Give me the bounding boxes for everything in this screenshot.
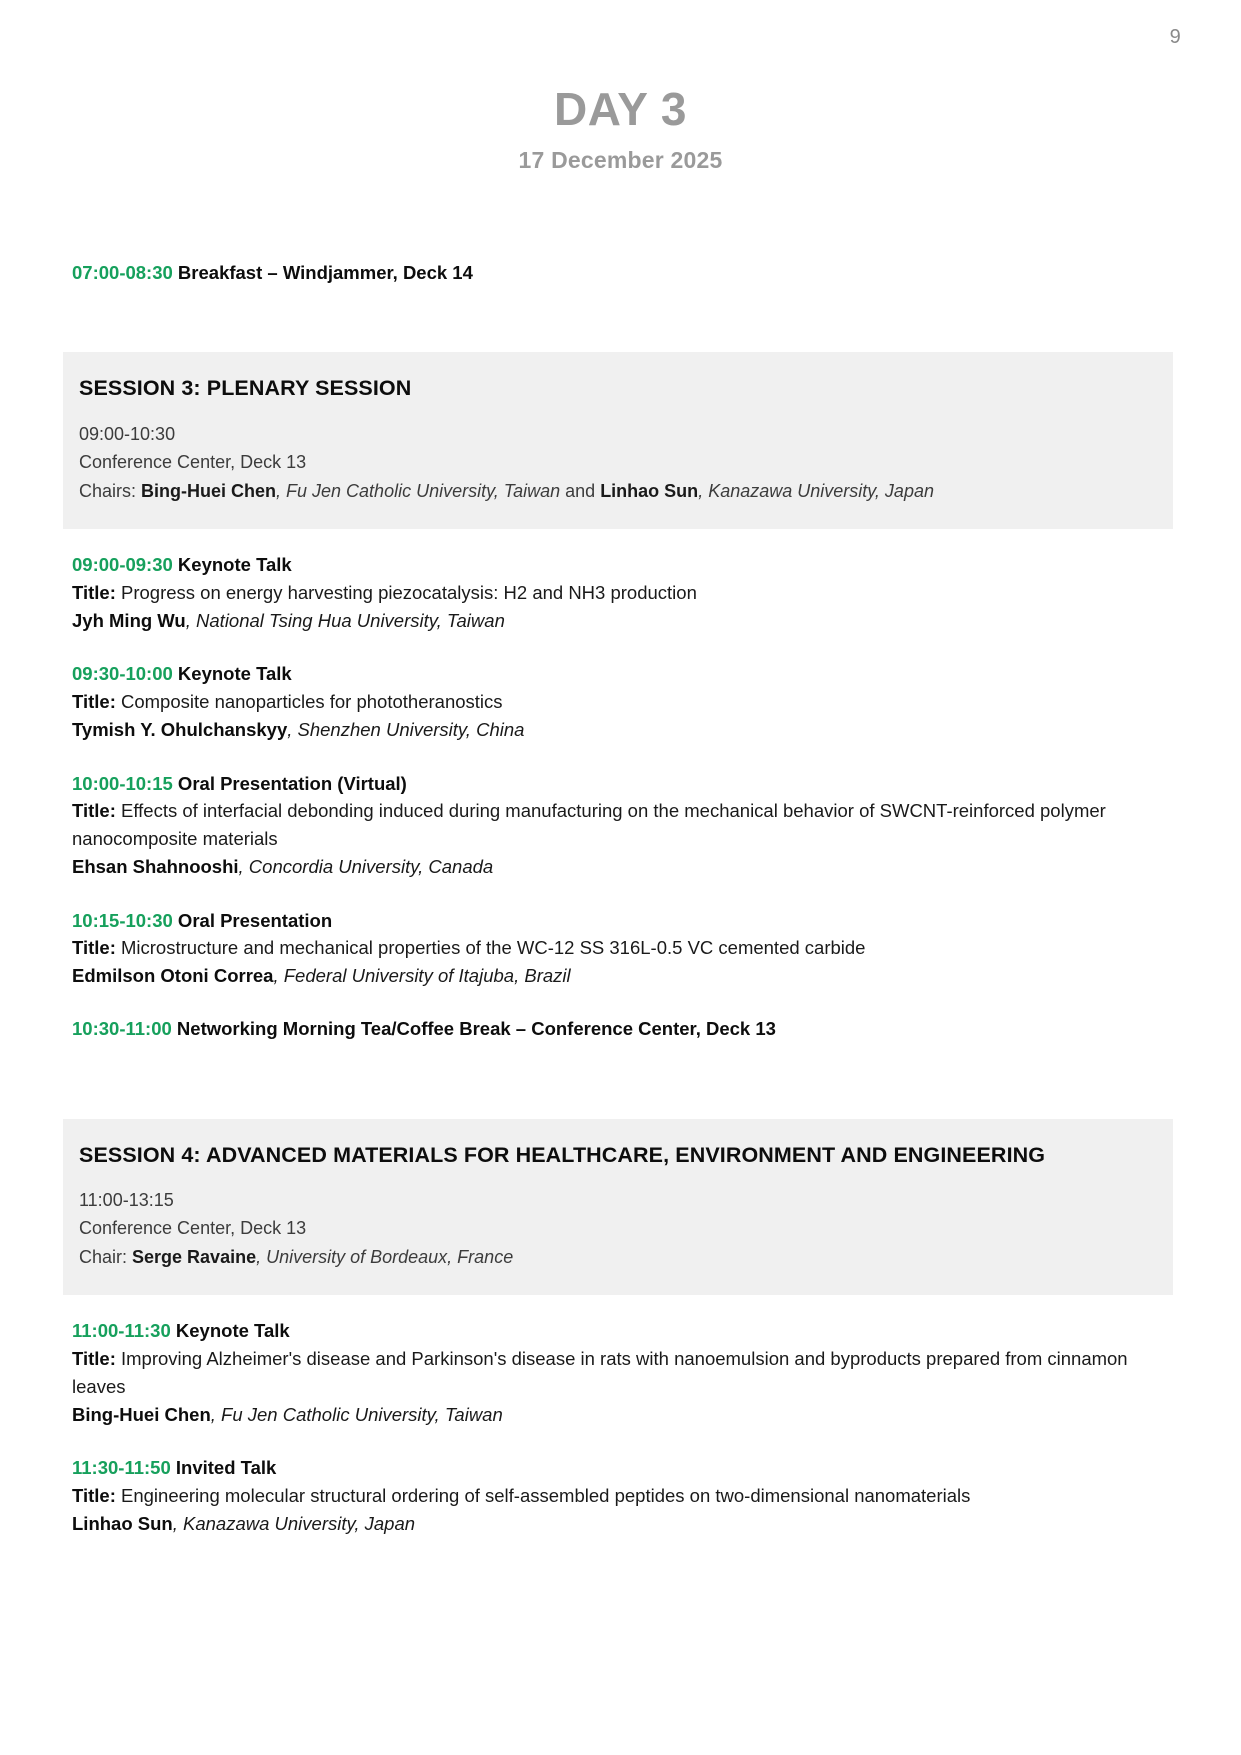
session-header-block-4 — [63, 1119, 1173, 1296]
talk-type: Oral Presentation (Virtual) — [172, 772, 407, 794]
talk-type: Keynote Talk — [172, 554, 292, 576]
talk-speaker — [72, 716, 1178, 744]
talk-time: 09:00-09:30 — [72, 554, 173, 576]
morning-break-label: Networking Morning Tea/Coffee Break – Conference Center, Deck 13 — [171, 1017, 776, 1039]
chair-affiliation-3-1: , Fu Jen Catholic University, Taiwan — [276, 480, 561, 501]
talk-title — [72, 579, 1178, 607]
chair-affiliation-3-2: , Kanazawa University, Japan — [698, 480, 934, 501]
talk-head — [72, 660, 1178, 688]
speaker-affiliation: , Fu Jen Catholic University, Taiwan — [210, 1403, 503, 1425]
day-title: DAY 3 — [554, 83, 687, 135]
speaker-affiliation: , Kanazawa University, Japan — [172, 1512, 416, 1534]
speaker-name: Ehsan Shahnooshi — [72, 855, 239, 877]
breakfast-entry — [72, 260, 1178, 287]
talk-title — [72, 1482, 1178, 1510]
session-time-3: 09:00-10:30 — [79, 423, 176, 444]
page-number: 9 — [1169, 26, 1181, 48]
breakfast-label: Breakfast – Windjammer, Deck 14 — [172, 261, 473, 283]
talk-type: Keynote Talk — [172, 663, 292, 685]
talk-head — [72, 551, 1178, 579]
talk-time: 10:15-10:30 — [72, 909, 173, 931]
talk-title-text: Composite nanoparticles for phototheranostics — [115, 691, 503, 713]
session-title-3: SESSION 3: PLENARY SESSION — [79, 376, 412, 401]
session-meta-3 — [79, 420, 1157, 505]
speaker-affiliation: , Concordia University, Canada — [238, 855, 494, 877]
talk-title — [72, 797, 1178, 853]
talk-speaker — [72, 962, 1178, 990]
talk-title — [72, 688, 1178, 716]
talk-title-label: Title: — [72, 691, 116, 713]
talk-title-label: Title: — [72, 800, 116, 822]
talk-type: Invited Talk — [170, 1457, 277, 1479]
session-chairs-4 — [79, 1243, 1157, 1271]
talk-title-label: Title: — [72, 1348, 116, 1370]
talk-title-text: Effects of interfacial debonding induced during manufacturing on the mechanical behavior of SWCNT-reinforced polymer nanocomposite materials — [72, 800, 1106, 850]
speaker-name: Tymish Y. Ohulchanskyy — [72, 718, 288, 740]
talk-head — [72, 1317, 1178, 1345]
talk-time: 11:30-11:50 — [72, 1457, 171, 1479]
talk-speaker — [72, 1510, 1178, 1538]
chair-name-4-1: Serge Ravaine — [132, 1246, 257, 1267]
speaker-affiliation: , National Tsing Hua University, Taiwan — [185, 609, 505, 631]
day-date: 17 December 2025 — [518, 146, 723, 173]
talk-entry — [72, 551, 1178, 634]
chairs-label-3: Chairs: — [79, 480, 142, 501]
talk-title-text: Improving Alzheimer's disease and Parkinson's disease in rats with nanoemulsion and byproducts prepared from cinnamon leaves — [72, 1348, 1128, 1397]
session-header-block-3 — [63, 352, 1173, 529]
chair-conjunction-3: and — [560, 480, 601, 501]
talk-title-label: Title: — [72, 1485, 116, 1507]
session-meta-4 — [79, 1186, 1157, 1271]
speaker-name: Bing-Huei Chen — [72, 1403, 211, 1425]
talk-entry — [72, 660, 1178, 743]
talk-title-label: Title: — [72, 937, 116, 959]
morning-break-entry — [72, 1016, 1178, 1043]
talk-type: Keynote Talk — [170, 1320, 290, 1342]
talk-title-text: Engineering molecular structural ordering of self-assembled peptides on two-dimensional nanomaterials — [115, 1485, 971, 1507]
morning-break-time: 10:30-11:00 — [72, 1017, 172, 1039]
talk-title-text: Progress on energy harvesting piezocatalysis: H2 and NH3 production — [115, 581, 697, 603]
talk-speaker — [72, 1401, 1178, 1429]
talk-time: 11:00-11:30 — [72, 1320, 171, 1342]
session-title-4: SESSION 4: ADVANCED MATERIALS FOR HEALTHCARE, ENVIRONMENT AND ENGINEERING — [79, 1142, 1046, 1167]
talk-entry — [72, 1317, 1178, 1428]
talk-head — [72, 770, 1178, 798]
speaker-name: Jyh Ming Wu — [72, 609, 186, 631]
talk-head — [72, 907, 1178, 935]
speaker-name: Linhao Sun — [72, 1512, 173, 1534]
talk-time: 10:00-10:15 — [72, 772, 173, 794]
talk-title — [72, 934, 1178, 962]
session-location-3: Conference Center, Deck 13 — [79, 452, 307, 473]
talk-speaker — [72, 607, 1178, 635]
chair-affiliation-4-1: , University of Bordeaux, France — [256, 1246, 514, 1267]
talk-title — [72, 1345, 1178, 1401]
talk-entry — [72, 770, 1178, 881]
session-time-4: 11:00-13:15 — [79, 1190, 174, 1211]
session-location-4: Conference Center, Deck 13 — [79, 1218, 307, 1239]
talk-title-text: Microstructure and mechanical properties of the WC-12 SS 316L-0.5 VC cemented carbide — [115, 937, 866, 959]
chair-name-3-2: Linhao Sun — [600, 480, 699, 501]
talk-head — [72, 1454, 1178, 1482]
program-content — [0, 260, 1241, 1538]
chairs-label-4: Chair: — [79, 1246, 133, 1267]
speaker-name: Edmilson Otoni Correa — [72, 965, 274, 987]
talk-type: Oral Presentation — [172, 909, 333, 931]
speaker-affiliation: , Shenzhen University, China — [287, 718, 525, 740]
talk-time: 09:30-10:00 — [72, 663, 173, 685]
speaker-affiliation: , Federal University of Itajuba, Brazil — [273, 965, 571, 987]
session-chairs-3 — [79, 477, 1157, 505]
talk-entry — [72, 1454, 1178, 1537]
document-header — [0, 0, 1241, 174]
breakfast-time: 07:00-08:30 — [72, 261, 173, 283]
talk-entry — [72, 907, 1178, 990]
talk-title-label: Title: — [72, 581, 116, 603]
talk-speaker — [72, 853, 1178, 881]
chair-name-3-1: Bing-Huei Chen — [141, 480, 277, 501]
